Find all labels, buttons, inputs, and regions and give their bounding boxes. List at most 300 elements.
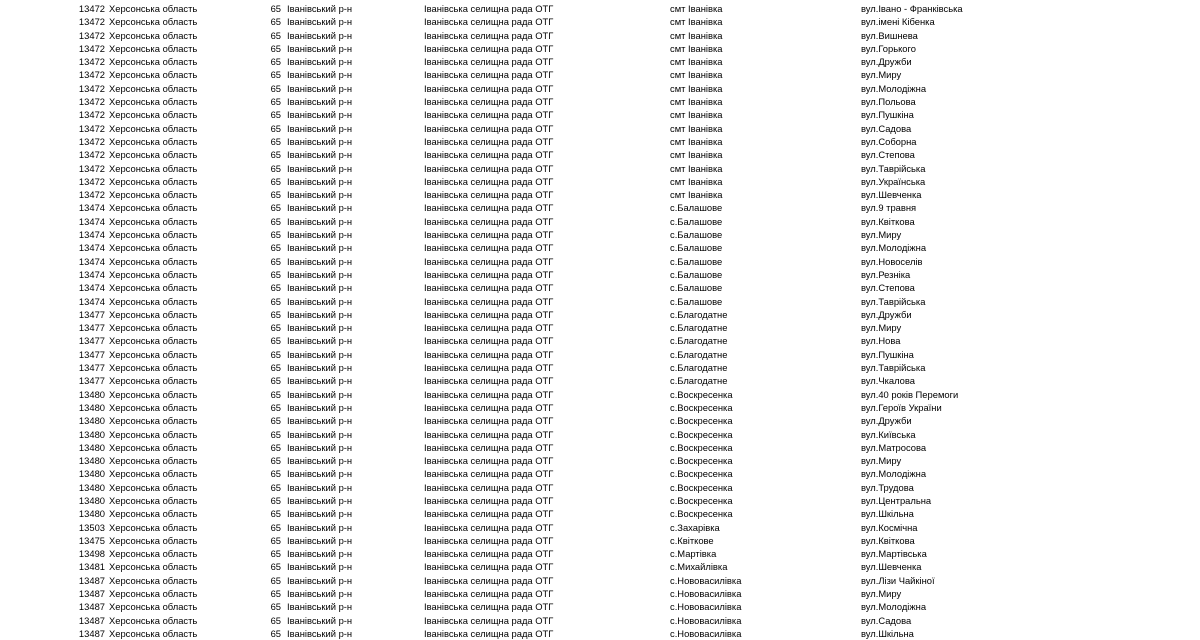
oblast-cell: Херсонська область	[109, 574, 198, 586]
region-number-cell: 65	[270, 255, 281, 267]
settlement-cell: с.Балашове	[670, 295, 723, 307]
table-row	[0, 361, 1200, 374]
table-row	[0, 241, 1200, 254]
council-cell: Іванівська селищна рада ОТГ	[424, 29, 554, 41]
rayon-cell: Іванівський р-н	[287, 202, 353, 214]
table-row	[0, 534, 1200, 547]
council-cell: Іванівська селищна рада ОТГ	[424, 82, 554, 94]
settlement-cell: с.Воскресенка	[670, 508, 733, 520]
rayon-cell: Іванівський р-н	[287, 548, 353, 560]
settlement-cell: смт Іванівка	[670, 29, 723, 41]
settlement-cell: смт Іванівка	[670, 149, 723, 161]
settlement-cell: смт Іванівка	[670, 162, 723, 174]
rayon-cell: Іванівський р-н	[287, 242, 353, 254]
region-number-cell: 65	[270, 561, 281, 573]
postal-code-cell: 13480	[78, 468, 105, 480]
table-row	[0, 268, 1200, 281]
table-row	[0, 560, 1200, 573]
rayon-cell: Іванівський р-н	[287, 348, 353, 360]
oblast-cell: Херсонська область	[109, 561, 198, 573]
oblast-cell: Херсонська область	[109, 521, 198, 533]
postal-code-cell: 13498	[78, 548, 105, 560]
postal-code-cell: 13474	[78, 242, 105, 254]
region-number-cell: 65	[270, 441, 281, 453]
rayon-cell: Іванівський р-н	[287, 122, 353, 134]
street-cell: вул.Героїв України	[861, 401, 942, 413]
region-number-cell: 65	[270, 215, 281, 227]
oblast-cell: Херсонська область	[109, 548, 198, 560]
street-cell: вул.Горького	[861, 42, 916, 54]
street-cell: вул.Трудова	[861, 481, 914, 493]
table-row	[0, 507, 1200, 520]
postal-code-cell: 13472	[78, 42, 105, 54]
settlement-cell: с.Благодатне	[670, 308, 728, 320]
settlement-cell: с.Нововасилівка	[670, 601, 742, 613]
region-number-cell: 65	[270, 375, 281, 387]
oblast-cell: Херсонська область	[109, 455, 198, 467]
settlement-cell: смт Іванівка	[670, 122, 723, 134]
council-cell: Іванівська селищна рада ОТГ	[424, 548, 554, 560]
oblast-cell: Херсонська область	[109, 242, 198, 254]
rayon-cell: Іванівський р-н	[287, 508, 353, 520]
rayon-cell: Іванівський р-н	[287, 282, 353, 294]
oblast-cell: Херсонська область	[109, 268, 198, 280]
council-cell: Іванівська селищна рада ОТГ	[424, 614, 554, 626]
rayon-cell: Іванівський р-н	[287, 29, 353, 41]
table-row	[0, 188, 1200, 201]
rayon-cell: Іванівський р-н	[287, 468, 353, 480]
rayon-cell: Іванівський р-н	[287, 322, 353, 334]
table-row	[0, 281, 1200, 294]
street-cell: вул.Пушкіна	[861, 348, 914, 360]
table-row	[0, 29, 1200, 42]
oblast-cell: Херсонська область	[109, 135, 198, 147]
rayon-cell: Іванівський р-н	[287, 162, 353, 174]
council-cell: Іванівська селищна рада ОТГ	[424, 242, 554, 254]
postal-code-cell: 13481	[78, 561, 105, 573]
postal-code-cell: 13474	[78, 282, 105, 294]
table-row	[0, 308, 1200, 321]
rayon-cell: Іванівський р-н	[287, 268, 353, 280]
oblast-cell: Херсонська область	[109, 162, 198, 174]
oblast-cell: Херсонська область	[109, 362, 198, 374]
council-cell: Іванівська селищна рада ОТГ	[424, 455, 554, 467]
postal-code-cell: 13487	[78, 614, 105, 626]
postal-code-cell: 13474	[78, 268, 105, 280]
oblast-cell: Херсонська область	[109, 441, 198, 453]
council-cell: Іванівська селищна рада ОТГ	[424, 42, 554, 54]
table-row	[0, 122, 1200, 135]
postal-code-cell: 13472	[78, 122, 105, 134]
settlement-cell: с.Нововасилівка	[670, 588, 742, 600]
region-number-cell: 65	[270, 588, 281, 600]
postal-code-cell: 13474	[78, 215, 105, 227]
settlement-cell: с.Балашове	[670, 268, 723, 280]
council-cell: Іванівська селищна рада ОТГ	[424, 335, 554, 347]
settlement-cell: смт Іванівка	[670, 135, 723, 147]
oblast-cell: Херсонська область	[109, 3, 198, 14]
table-row	[0, 454, 1200, 467]
region-number-cell: 65	[270, 627, 281, 639]
rayon-cell: Іванівський р-н	[287, 588, 353, 600]
street-cell: вул.Миру	[861, 588, 902, 600]
council-cell: Іванівська селищна рада ОТГ	[424, 521, 554, 533]
address-table	[0, 2, 1200, 640]
region-number-cell: 65	[270, 149, 281, 161]
table-row	[0, 428, 1200, 441]
council-cell: Іванівська селищна рада ОТГ	[424, 588, 554, 600]
street-cell: вул.9 травня	[861, 202, 917, 214]
rayon-cell: Іванівський р-н	[287, 149, 353, 161]
settlement-cell: с.Михайлівка	[670, 561, 728, 573]
council-cell: Іванівська селищна рада ОТГ	[424, 229, 554, 241]
table-row	[0, 441, 1200, 454]
council-cell: Іванівська селищна рада ОТГ	[424, 362, 554, 374]
rayon-cell: Іванівський р-н	[287, 3, 353, 14]
council-cell: Іванівська селищна рада ОТГ	[424, 96, 554, 108]
rayon-cell: Іванівський р-н	[287, 441, 353, 453]
postal-code-cell: 13474	[78, 202, 105, 214]
oblast-cell: Херсонська область	[109, 295, 198, 307]
region-number-cell: 65	[270, 362, 281, 374]
council-cell: Іванівська селищна рада ОТГ	[424, 69, 554, 81]
table-row	[0, 401, 1200, 414]
oblast-cell: Херсонська область	[109, 627, 198, 639]
region-number-cell: 65	[270, 109, 281, 121]
settlement-cell: с.Квіткове	[670, 534, 714, 546]
oblast-cell: Херсонська область	[109, 96, 198, 108]
postal-code-cell: 13472	[78, 56, 105, 68]
rayon-cell: Іванівський р-н	[287, 175, 353, 187]
settlement-cell: с.Воскресенка	[670, 415, 733, 427]
settlement-cell: с.Благодатне	[670, 322, 728, 334]
oblast-cell: Херсонська область	[109, 601, 198, 613]
rayon-cell: Іванівський р-н	[287, 481, 353, 493]
region-number-cell: 65	[270, 521, 281, 533]
postal-code-cell: 13472	[78, 82, 105, 94]
council-cell: Іванівська селищна рада ОТГ	[424, 561, 554, 573]
region-number-cell: 65	[270, 601, 281, 613]
oblast-cell: Херсонська область	[109, 308, 198, 320]
oblast-cell: Херсонська область	[109, 481, 198, 493]
table-row	[0, 587, 1200, 600]
region-number-cell: 65	[270, 428, 281, 440]
rayon-cell: Іванівський р-н	[287, 534, 353, 546]
rayon-cell: Іванівський р-н	[287, 189, 353, 201]
settlement-cell: с.Балашове	[670, 282, 723, 294]
settlement-cell: смт Іванівка	[670, 16, 723, 28]
council-cell: Іванівська селищна рада ОТГ	[424, 428, 554, 440]
rayon-cell: Іванівський р-н	[287, 109, 353, 121]
table-row	[0, 201, 1200, 214]
region-number-cell: 65	[270, 574, 281, 586]
rayon-cell: Іванівський р-н	[287, 375, 353, 387]
settlement-cell: с.Благодатне	[670, 348, 728, 360]
postal-code-cell: 13480	[78, 508, 105, 520]
council-cell: Іванівська селищна рада ОТГ	[424, 16, 554, 28]
street-cell: вул.Шевченка	[861, 561, 922, 573]
council-cell: Іванівська селищна рада ОТГ	[424, 268, 554, 280]
council-cell: Іванівська селищна рада ОТГ	[424, 135, 554, 147]
oblast-cell: Херсонська область	[109, 69, 198, 81]
rayon-cell: Іванівський р-н	[287, 255, 353, 267]
settlement-cell: с.Балашове	[670, 242, 723, 254]
council-cell: Іванівська селищна рада ОТГ	[424, 375, 554, 387]
settlement-cell: с.Нововасилівка	[670, 614, 742, 626]
settlement-cell: с.Балашове	[670, 229, 723, 241]
settlement-cell: с.Захарівка	[670, 521, 720, 533]
postal-code-cell: 13474	[78, 229, 105, 241]
table-row	[0, 55, 1200, 68]
postal-code-cell: 13480	[78, 428, 105, 440]
table-row	[0, 321, 1200, 334]
postal-code-cell: 13480	[78, 401, 105, 413]
postal-code-cell: 13477	[78, 335, 105, 347]
postal-code-cell: 13480	[78, 494, 105, 506]
oblast-cell: Херсонська область	[109, 614, 198, 626]
oblast-cell: Херсонська область	[109, 56, 198, 68]
settlement-cell: с.Воскресенка	[670, 388, 733, 400]
settlement-cell: с.Благодатне	[670, 362, 728, 374]
table-row	[0, 494, 1200, 507]
rayon-cell: Іванівський р-н	[287, 82, 353, 94]
postal-code-cell: 13480	[78, 415, 105, 427]
region-number-cell: 65	[270, 401, 281, 413]
council-cell: Іванівська селищна рада ОТГ	[424, 348, 554, 360]
oblast-cell: Херсонська область	[109, 322, 198, 334]
table-row	[0, 148, 1200, 161]
table-row	[0, 295, 1200, 308]
rayon-cell: Іванівський р-н	[287, 96, 353, 108]
council-cell: Іванівська селищна рада ОТГ	[424, 441, 554, 453]
settlement-cell: смт Іванівка	[670, 189, 723, 201]
rayon-cell: Іванівський р-н	[287, 335, 353, 347]
table-row	[0, 467, 1200, 480]
rayon-cell: Іванівський р-н	[287, 362, 353, 374]
postal-code-cell: 13475	[78, 534, 105, 546]
street-cell: вул.Чкалова	[861, 375, 915, 387]
street-cell: вул.Степова	[861, 149, 915, 161]
rayon-cell: Іванівський р-н	[287, 69, 353, 81]
street-cell: вул.Матросова	[861, 441, 927, 453]
council-cell: Іванівська селищна рада ОТГ	[424, 122, 554, 134]
region-number-cell: 65	[270, 69, 281, 81]
region-number-cell: 65	[270, 162, 281, 174]
council-cell: Іванівська селищна рада ОТГ	[424, 308, 554, 320]
region-number-cell: 65	[270, 29, 281, 41]
postal-code-cell: 13472	[78, 29, 105, 41]
region-number-cell: 65	[270, 175, 281, 187]
rayon-cell: Іванівський р-н	[287, 215, 353, 227]
table-row	[0, 388, 1200, 401]
rayon-cell: Іванівський р-н	[287, 455, 353, 467]
postal-code-cell: 13477	[78, 375, 105, 387]
region-number-cell: 65	[270, 308, 281, 320]
settlement-cell: с.Балашове	[670, 202, 723, 214]
street-cell: вул.Молодіжна	[861, 82, 927, 94]
council-cell: Іванівська селищна рада ОТГ	[424, 481, 554, 493]
postal-code-cell: 13472	[78, 109, 105, 121]
street-cell: вул.Шкільна	[861, 627, 914, 639]
postal-code-cell: 13487	[78, 627, 105, 639]
postal-code-cell: 13487	[78, 601, 105, 613]
postal-code-cell: 13472	[78, 96, 105, 108]
settlement-cell: с.Воскресенка	[670, 428, 733, 440]
council-cell: Іванівська селищна рада ОТГ	[424, 494, 554, 506]
table-row	[0, 600, 1200, 613]
council-cell: Іванівська селищна рада ОТГ	[424, 388, 554, 400]
oblast-cell: Херсонська область	[109, 508, 198, 520]
settlement-cell: с.Воскресенка	[670, 494, 733, 506]
postal-code-cell: 13474	[78, 255, 105, 267]
street-cell: вул.Новоселів	[861, 255, 923, 267]
oblast-cell: Херсонська область	[109, 175, 198, 187]
council-cell: Іванівська селищна рада ОТГ	[424, 627, 554, 639]
street-cell: вул.Соборна	[861, 135, 917, 147]
region-number-cell: 65	[270, 335, 281, 347]
region-number-cell: 65	[270, 455, 281, 467]
council-cell: Іванівська селищна рада ОТГ	[424, 255, 554, 267]
oblast-cell: Херсонська область	[109, 82, 198, 94]
table-row	[0, 162, 1200, 175]
street-cell: вул.імені Кібенка	[861, 16, 935, 28]
settlement-cell: с.Балашове	[670, 215, 723, 227]
region-number-cell: 65	[270, 96, 281, 108]
oblast-cell: Херсонська область	[109, 282, 198, 294]
region-number-cell: 65	[270, 268, 281, 280]
council-cell: Іванівська селищна рада ОТГ	[424, 601, 554, 613]
rayon-cell: Іванівський р-н	[287, 494, 353, 506]
council-cell: Іванівська селищна рада ОТГ	[424, 282, 554, 294]
street-cell: вул.Миру	[861, 229, 902, 241]
street-cell: вул.40 років Перемоги	[861, 388, 959, 400]
region-number-cell: 65	[270, 16, 281, 28]
street-cell: вул.Київська	[861, 428, 916, 440]
street-cell: вул.Дружби	[861, 308, 912, 320]
council-cell: Іванівська селищна рада ОТГ	[424, 322, 554, 334]
table-row	[0, 481, 1200, 494]
postal-code-cell: 13477	[78, 362, 105, 374]
council-cell: Іванівська селищна рада ОТГ	[424, 508, 554, 520]
council-cell: Іванівська селищна рада ОТГ	[424, 56, 554, 68]
council-cell: Іванівська селищна рада ОТГ	[424, 3, 554, 14]
street-cell: вул.Дружби	[861, 415, 912, 427]
table-row	[0, 135, 1200, 148]
rayon-cell: Іванівський р-н	[287, 16, 353, 28]
council-cell: Іванівська селищна рада ОТГ	[424, 468, 554, 480]
table-row	[0, 215, 1200, 228]
postal-code-cell: 13472	[78, 149, 105, 161]
street-cell: вул.Пушкіна	[861, 109, 914, 121]
rayon-cell: Іванівський р-н	[287, 135, 353, 147]
street-cell: вул.Молодіжна	[861, 242, 927, 254]
rayon-cell: Іванівський р-н	[287, 574, 353, 586]
region-number-cell: 65	[270, 242, 281, 254]
region-number-cell: 65	[270, 548, 281, 560]
street-cell: вул.Центральна	[861, 494, 932, 506]
oblast-cell: Херсонська область	[109, 335, 198, 347]
rayon-cell: Іванівський р-н	[287, 627, 353, 639]
street-cell: вул.Вишнева	[861, 29, 918, 41]
street-cell: вул.Миру	[861, 322, 902, 334]
oblast-cell: Херсонська область	[109, 202, 198, 214]
settlement-cell: смт Іванівка	[670, 175, 723, 187]
rayon-cell: Іванівський р-н	[287, 56, 353, 68]
postal-code-cell: 13472	[78, 162, 105, 174]
rayon-cell: Іванівський р-н	[287, 295, 353, 307]
council-cell: Іванівська селищна рада ОТГ	[424, 295, 554, 307]
council-cell: Іванівська селищна рада ОТГ	[424, 401, 554, 413]
oblast-cell: Херсонська область	[109, 415, 198, 427]
postal-code-cell: 13477	[78, 348, 105, 360]
oblast-cell: Херсонська область	[109, 42, 198, 54]
region-number-cell: 65	[270, 534, 281, 546]
table-row	[0, 574, 1200, 587]
oblast-cell: Херсонська область	[109, 215, 198, 227]
table-row	[0, 42, 1200, 55]
rayon-cell: Іванівський р-н	[287, 42, 353, 54]
region-number-cell: 65	[270, 202, 281, 214]
oblast-cell: Херсонська область	[109, 468, 198, 480]
settlement-cell: с.Воскресенка	[670, 468, 733, 480]
postal-code-cell: 13477	[78, 308, 105, 320]
council-cell: Іванівська селищна рада ОТГ	[424, 175, 554, 187]
settlement-cell: с.Воскресенка	[670, 481, 733, 493]
region-number-cell: 65	[270, 135, 281, 147]
street-cell: вул.Резніка	[861, 268, 911, 280]
oblast-cell: Херсонська область	[109, 348, 198, 360]
street-cell: вул.Лізи Чайкіної	[861, 574, 935, 586]
street-cell: вул.Космічна	[861, 521, 918, 533]
table-row	[0, 374, 1200, 387]
region-number-cell: 65	[270, 122, 281, 134]
postal-code-cell: 13477	[78, 322, 105, 334]
region-number-cell: 65	[270, 494, 281, 506]
street-cell: вул.Молодіжна	[861, 468, 927, 480]
settlement-cell: с.Балашове	[670, 255, 723, 267]
table-row	[0, 627, 1200, 640]
settlement-cell: смт Іванівка	[670, 56, 723, 68]
region-number-cell: 65	[270, 481, 281, 493]
postal-code-cell: 13474	[78, 295, 105, 307]
region-number-cell: 65	[270, 508, 281, 520]
street-cell: вул.Степова	[861, 282, 915, 294]
rayon-cell: Іванівський р-н	[287, 415, 353, 427]
rayon-cell: Іванівський р-н	[287, 428, 353, 440]
postal-code-cell: 13480	[78, 441, 105, 453]
oblast-cell: Херсонська область	[109, 428, 198, 440]
oblast-cell: Херсонська область	[109, 401, 198, 413]
street-cell: вул.Нова	[861, 335, 901, 347]
postal-code-cell: 13480	[78, 388, 105, 400]
street-cell: вул.Українська	[861, 175, 926, 187]
postal-code-cell: 13472	[78, 3, 105, 14]
region-number-cell: 65	[270, 56, 281, 68]
region-number-cell: 65	[270, 388, 281, 400]
council-cell: Іванівська селищна рада ОТГ	[424, 415, 554, 427]
street-cell: вул.Молодіжна	[861, 601, 927, 613]
street-cell: вул.Миру	[861, 455, 902, 467]
postal-code-cell: 13503	[78, 521, 105, 533]
oblast-cell: Херсонська область	[109, 534, 198, 546]
rayon-cell: Іванівський р-н	[287, 614, 353, 626]
council-cell: Іванівська селищна рада ОТГ	[424, 149, 554, 161]
postal-code-cell: 13487	[78, 588, 105, 600]
table-row	[0, 228, 1200, 241]
settlement-cell: смт Іванівка	[670, 109, 723, 121]
oblast-cell: Херсонська область	[109, 388, 198, 400]
table-row	[0, 255, 1200, 268]
